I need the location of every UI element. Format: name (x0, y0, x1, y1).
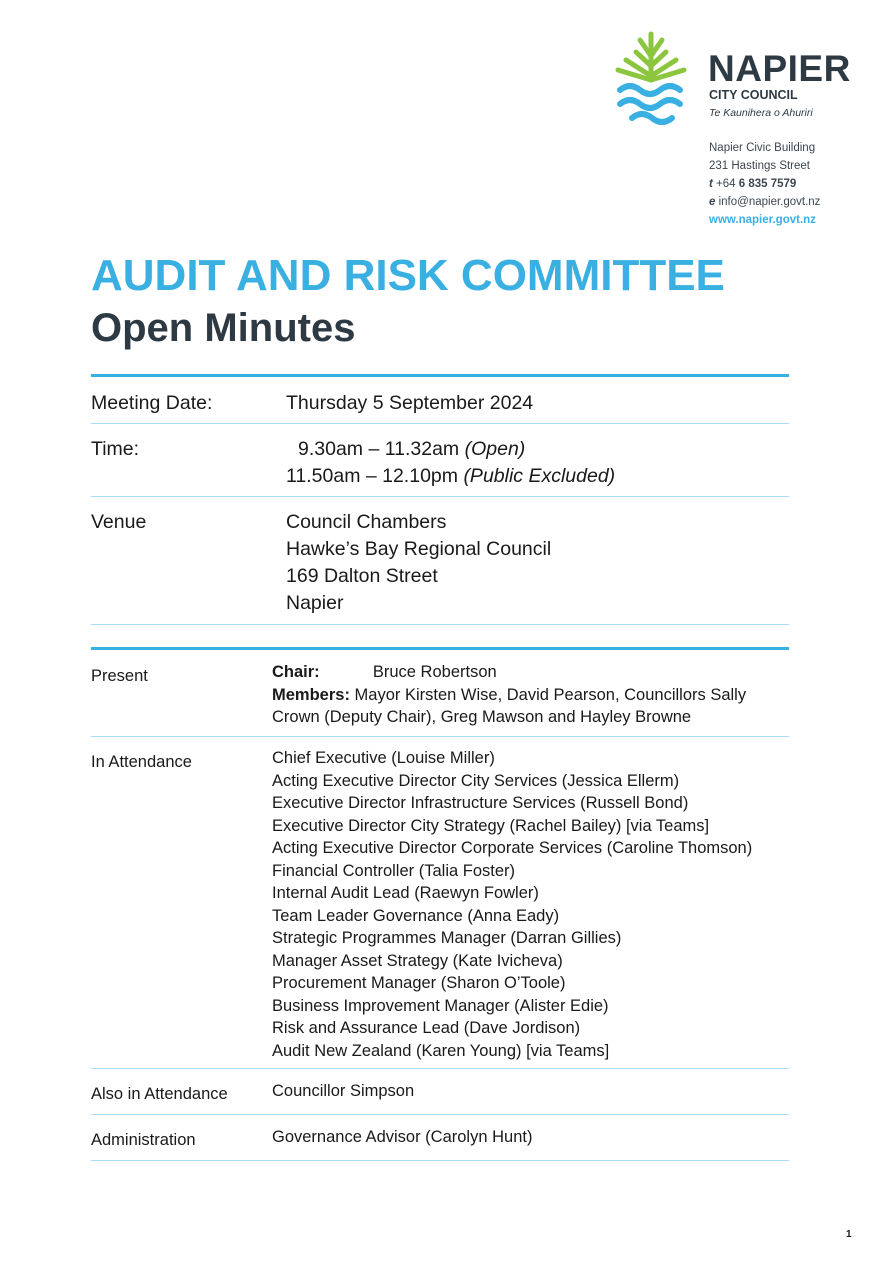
attendee: Strategic Programmes Manager (Darran Gillies) (272, 929, 622, 947)
attendee: Team Leader Governance (Anna Eady) (272, 906, 560, 925)
divider-top (91, 374, 789, 377)
divider (91, 1068, 789, 1069)
attendee: Risk and Assurance Lead (Dave Jordison) (272, 1019, 581, 1037)
administration-label: Administration (91, 1131, 196, 1149)
logo-subtitle: CITY COUNCIL (709, 88, 798, 102)
members-line (272, 684, 746, 707)
divider (91, 1160, 789, 1161)
chair-label: Chair: (272, 663, 320, 681)
venue-line: Council Chambers (286, 511, 447, 533)
attendee: Business Improvement Manager (Alister Edie) (272, 996, 609, 1015)
venue-label: Venue (91, 511, 147, 533)
meeting-date-value: Thursday 5 September 2024 (286, 392, 534, 414)
time-open-note: (Open) (464, 438, 526, 460)
contact-block (709, 139, 820, 229)
time-open-value: 9.30am – 11.32am (298, 438, 460, 460)
logo-maori-name: Te Kaunihera o Ahuriri (709, 107, 813, 119)
attendee-list (272, 747, 752, 1062)
time-excluded-value: 11.50am – 12.10pm (286, 465, 459, 487)
attendee: Executive Director Infrastructure Services (Russell Bond) (272, 794, 689, 812)
venue-line: 169 Dalton Street (286, 565, 438, 587)
venue-line: Napier (286, 592, 344, 614)
attendee: Procurement Manager (Sharon O’Toole) (272, 974, 566, 992)
contact-building: Napier Civic Building (709, 142, 816, 154)
attendee: Acting Executive Director Corporate Services (Caroline Thomson) (272, 839, 753, 857)
time-excluded (286, 463, 615, 490)
contact-email (709, 193, 820, 211)
divider (91, 1114, 789, 1115)
administration-value: Governance Advisor (Carolyn Hunt) (272, 1128, 533, 1146)
napier-logo (612, 26, 852, 130)
divider (91, 624, 789, 625)
members-value: Mayor Kirsten Wise, David Pearson, Councillors Sally (354, 686, 747, 704)
chair-value: Bruce Robertson (372, 663, 497, 681)
page-subtitle: Open Minutes (91, 306, 356, 350)
time-open (298, 436, 525, 463)
logo-name: NAPIER (708, 48, 851, 89)
venue-line: Hawke’s Bay Regional Council (286, 538, 552, 560)
chair-line (272, 661, 497, 684)
attendee: Internal Audit Lead (Raewyn Fowler) (272, 884, 539, 902)
contact-street: 231 Hastings Street (709, 160, 811, 172)
members-line-continued: Crown (Deputy Chair), Greg Mawson and Hayley Browne (272, 708, 692, 726)
time-excluded-note: (Public Excluded) (463, 465, 616, 487)
phone-prefix: +64 (716, 178, 736, 190)
divider (91, 736, 789, 737)
in-attendance-label: In Attendance (91, 753, 192, 771)
time-label: Time: (91, 438, 140, 460)
divider (91, 496, 789, 497)
page-title: AUDIT AND RISK COMMITTEE (91, 251, 725, 300)
members-label: Members: (272, 686, 350, 704)
contact-phone (709, 175, 820, 193)
also-in-attendance-value: Councillor Simpson (272, 1082, 415, 1100)
also-in-attendance-label: Also in Attendance (91, 1085, 228, 1103)
attendee: Financial Controller (Talia Foster) (272, 861, 515, 880)
phone-label: t (709, 178, 713, 190)
page-number: 1 (846, 1229, 852, 1240)
divider (91, 423, 789, 424)
present-label: Present (91, 667, 148, 685)
divider-attendance (91, 647, 789, 650)
email-label: e (709, 196, 716, 208)
attendee: Chief Executive (Louise Miller) (272, 749, 495, 767)
meeting-date-label: Meeting Date: (91, 392, 213, 414)
website-link[interactable]: www.napier.govt.nz (709, 214, 816, 226)
attendee: Executive Director City Strategy (Rachel Bailey) [via Teams] (272, 816, 710, 835)
attendee: Audit New Zealand (Karen Young) [via Teams] (272, 1041, 610, 1060)
attendee: Acting Executive Director City Services (Jessica Ellerm) (272, 771, 680, 790)
phone-number: 6 835 7579 (738, 178, 797, 190)
attendee: Manager Asset Strategy (Kate Ivicheva) (272, 951, 563, 970)
napier-logo-icon (612, 26, 690, 126)
email-address[interactable]: info@napier.govt.nz (718, 196, 821, 208)
